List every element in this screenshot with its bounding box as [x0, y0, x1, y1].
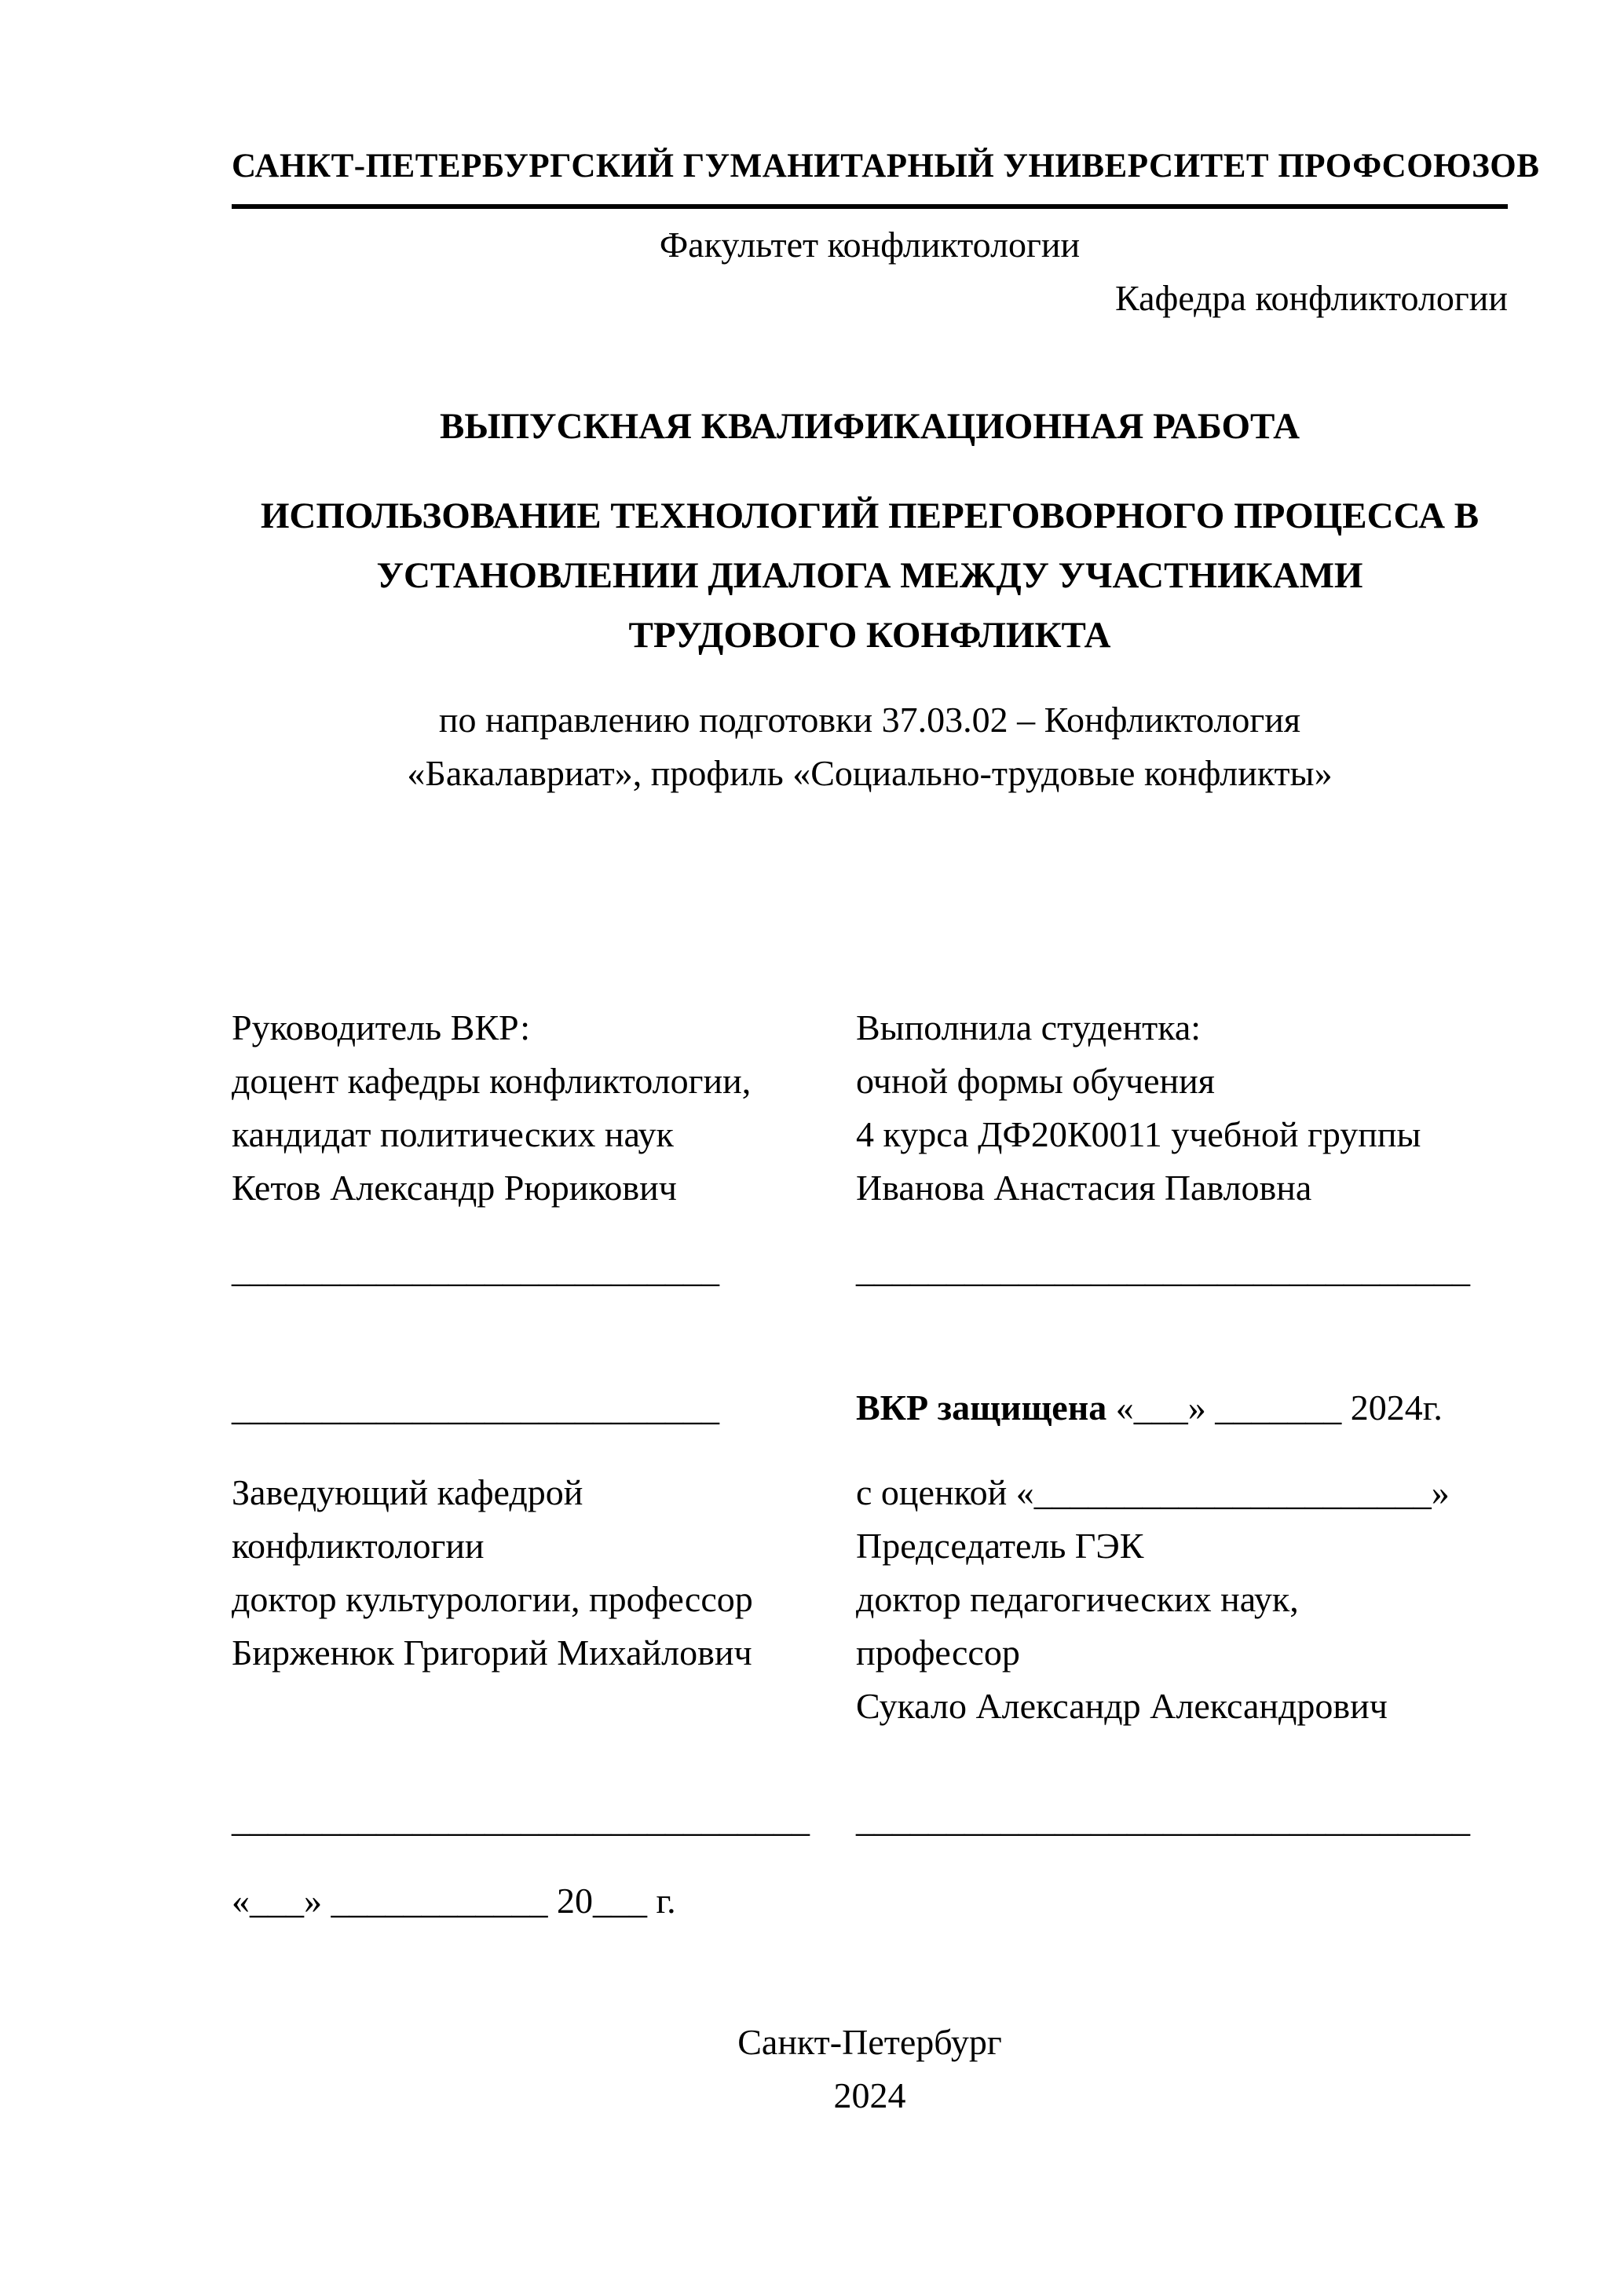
chair-name: Сукало Александр Александрович [856, 1686, 1388, 1726]
footer-city: Санкт-Петербург [737, 2022, 1002, 2062]
thesis-title-line-2: УСТАНОВЛЕНИИ ДИАЛОГА МЕЖДУ УЧАСТНИКАМИ [376, 555, 1363, 596]
chair-label: Председатель ГЭК [856, 1526, 1144, 1566]
defense-bold-label: ВКР защищена [856, 1387, 1107, 1428]
date-blank-line: «___» ____________ 20___ г. [232, 1881, 676, 1921]
chair-degree: доктор педагогических наук, [856, 1579, 1299, 1619]
supervisor-degree: кандидат политических наук [232, 1114, 674, 1154]
head-title-line-2: конфликтологии [232, 1526, 485, 1566]
page-footer [232, 2016, 1508, 2122]
committee-column [856, 1466, 1508, 1733]
signature-row-1 [232, 1243, 1508, 1296]
supervisor-signature-line: ___________________________ [232, 1249, 719, 1289]
defense-date-line [856, 1381, 1508, 1435]
program-direction: по направлению подготовки 37.03.02 – Конфликтология [438, 700, 1301, 740]
chair-rank: профессор [856, 1632, 1020, 1673]
supervisor-position: доцент кафедры конфликтологии, [232, 1061, 752, 1101]
thesis-title [232, 486, 1508, 665]
department-name: Кафедра конфликтологии [1115, 278, 1508, 318]
head-name: Бирженюк Григорий Михайлович [232, 1632, 752, 1673]
chair-bottom-signature-line: __________________________________ [856, 1799, 1470, 1839]
program-profile: «Бакалавриат», профиль «Социально-трудовые конфликты» [407, 753, 1333, 793]
thesis-title-line-1: ИСПОЛЬЗОВАНИЕ ТЕХНОЛОГИЙ ПЕРЕГОВОРНОГО ПРОЦЕССА В [260, 495, 1480, 536]
head-of-department-column [232, 1466, 856, 1680]
supervisor-column [232, 1001, 856, 1215]
head-signature-line: ___________________________ [232, 1387, 719, 1428]
approval-block [232, 1466, 1508, 1733]
head-bottom-signature-line: ________________________________ [232, 1799, 810, 1839]
student-form: очной формы обучения [856, 1061, 1215, 1101]
signature-row-2 [232, 1381, 1508, 1435]
defense-date-blank: «___» _______ 2024г. [1106, 1387, 1443, 1428]
program-info [232, 693, 1508, 800]
student-signature-line: __________________________________ [856, 1249, 1470, 1289]
people-block [232, 1001, 1508, 1215]
footer-year: 2024 [833, 2075, 906, 2115]
supervisor-name: Кетов Александр Рюрикович [232, 1168, 677, 1208]
signature-row-3 [232, 1793, 1508, 1846]
grade-blank-line: с оценкой «______________________» [856, 1472, 1450, 1512]
header-rule [232, 204, 1508, 209]
supervisor-label: Руководитель ВКР: [232, 1007, 531, 1047]
faculty-name: Факультет конфликтологии [659, 225, 1081, 265]
student-column [856, 1001, 1508, 1215]
student-label: Выполнила студентка: [856, 1007, 1202, 1047]
student-name: Иванова Анастасия Павловна [856, 1168, 1312, 1208]
work-type-heading: ВЫПУСКНАЯ КВАЛИФИКАЦИОННАЯ РАБОТА [439, 406, 1300, 447]
student-group: 4 курса ДФ20К0011 учебной группы [856, 1114, 1421, 1154]
university-name: САНКТ-ПЕТЕРБУРГСКИЙ ГУМАНИТАРНЫЙ УНИВЕРСИТЕТ ПРОФСОЮЗОВ [232, 148, 1540, 185]
head-title-line-1: Заведующий кафедрой [232, 1472, 583, 1512]
thesis-title-line-3: ТРУДОВОГО КОНФЛИКТА [628, 615, 1111, 656]
head-degree: доктор культурологии, профессор [232, 1579, 753, 1619]
